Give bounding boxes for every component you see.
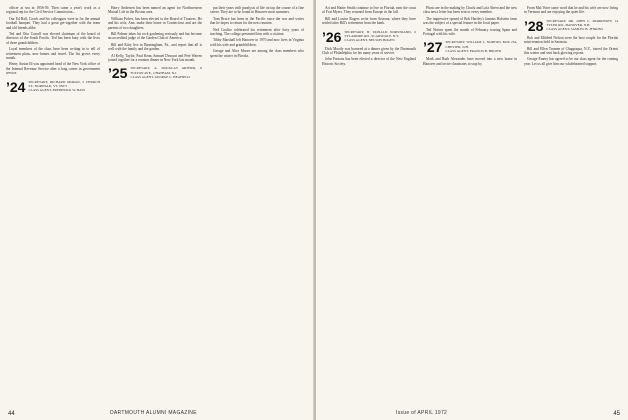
paragraph: Bill and Kitty live in Birmingham, Pa., and report that all is well with the family and the garden.: [108, 42, 202, 52]
paragraph: Bill and Louise Rogers write from Arizona, where they have settled after Bill's retirement from the bank.: [322, 16, 416, 26]
left-column-1: [6, 6, 100, 398]
secretary-info: SECRETARY, DR. JOHN C. MORRISSEY, 14 TYLER RD., HANOVER, N.H.: [546, 18, 618, 28]
paragraph: Dick Moody was honored at a dinner given by the Dartmouth Club of Philadelphia for his many years of service.: [322, 46, 416, 56]
class-agent: CLASS AGENT, GEORGE C. HEAFIELD: [130, 74, 190, 79]
class-agent: CLASS AGENT, SAMUEL B. JENKINS: [546, 27, 603, 32]
class-section-header: [322, 30, 416, 44]
paragraph: Henry Austin Ill was appointed head of the New York office of the Internal Revenue Service after a long career in government service.: [6, 62, 100, 76]
paragraph: William Pulver, has been elected to the Board of Trustees. He and his wife, Ann, make their home in Connecticut and are the parents of two daughters.: [108, 16, 202, 30]
class-section-header: [524, 19, 618, 33]
class-year: ’26: [322, 28, 342, 45]
class-year: ’27: [423, 39, 443, 56]
paragraph: Bill Palmer takes his rock gardening seriously and has become an accredited judge of the Garden Club of America.: [108, 32, 202, 41]
paragraph: Mark and Ruth Alexander have moved into a new home in Hanover and invite classmates to stop by.: [423, 57, 517, 66]
paragraph: Art and Hattie Smith continue to live in Florida, near the coast of Fort Myers. They returned from Europe in the fall.: [322, 6, 416, 15]
left-column-3: [210, 6, 304, 398]
paragraph: Al Kelly, Taylor, Paul Kean, Samuel Dawson and Pete Warren joined together for a reunion dinner in New York last month.: [108, 53, 202, 63]
paragraph: Ted Norton spent the month of February touring Spain and Portugal with his wife.: [423, 27, 517, 37]
secretary-info: SECRETARY, RICHARD MORAN, 5 CHURCH ST., NORWALK, VT. 05071: [28, 79, 100, 88]
paragraph: Photo are in the making by Chuck and Lola Ahern and the new class news letter has been sent to every member.: [423, 6, 517, 15]
paragraph: Harry Andersen has been named an agent for Northwestern Mutual Life in the Boston area.: [108, 6, 202, 15]
paragraph: put their years with paralysis of life on top the course of a fine career. They are to be found in Hanover most summers.: [210, 6, 304, 15]
paragraph: Tom Bruce has been in the Pacific since the war and writes that he hopes to return for the next reunion.: [210, 16, 304, 26]
secretary-info: SECRETARY, H. DONALD NORSTRAND, 6 SYCAMORE RD., SCARSDALE, N.Y.: [344, 29, 416, 38]
paragraph: George and Alice Moore are among the class members who spent the winter in Florida.: [210, 49, 304, 58]
paragraph: From Mal Voter came word that he and his wife are now living in Vermont and are enjoying the quiet life.: [524, 6, 618, 15]
paragraph: Ted and Otto Carroll was elected chairman of the board of directors of the South Pacific. Ted has been busy with the lives of three grandchildren.: [6, 32, 100, 45]
page-number: 44: [8, 411, 15, 417]
paragraph: George Emery has agreed to be our class agent for the coming year. Let us all give him our wholehearted support.: [524, 57, 618, 66]
right-column-2: [423, 6, 517, 398]
class-section-header: [108, 66, 202, 80]
page-footer: DARTMOUTH ALUMNI MAGAZINE: [110, 410, 197, 416]
paragraph: officer at sea in 1956-59. Then came a year's work as a regional rep for the Civil Service Commission...: [6, 6, 100, 15]
right-page: [316, 0, 628, 420]
class-year: ’25: [108, 65, 128, 82]
secretary-info: SECRETARY, WILLIAM L. NORTON, BOX 254, CHESTER, N.H.: [445, 40, 517, 49]
paragraph: The impressive spread of Bob Hartley's famous Holstein farm was the subject of a special feature in the local paper.: [423, 16, 517, 26]
left-column-2: [108, 6, 202, 398]
paragraph: Our Ed Ball, Coach and his colleagues were in for the annual football banquet. They had a great get-together with the team and old friends alike.: [6, 16, 100, 30]
class-year: ’24: [6, 78, 26, 95]
paragraph: Bill and Ellen Trumen of Chappaqua, N.Y., toured the Orient this winter and sent back glowing reports.: [524, 46, 618, 56]
right-column-3: [524, 6, 618, 398]
paragraph: Bob and Mildred Nelson were the host couple for the Florida mini-reunion held in Sarasota.: [524, 35, 618, 45]
class-section-header: [423, 40, 517, 54]
class-section-header: [6, 80, 100, 94]
secretary-info: SECRETARY, A. DOUGLAS ARTHUR, 8 FULTON AVE., CHATHAM, N.J.: [130, 66, 202, 75]
class-agent: CLASS AGENT, FREDERICK W. BASS: [28, 88, 86, 93]
class-year: ’28: [524, 17, 544, 34]
right-column-1: [322, 6, 416, 398]
paragraph: Ned Coulter celebrated his retirement after forty years of teaching. The college presented him with a citation.: [210, 27, 304, 37]
page-footer: Issue of APRIL 1972: [396, 410, 448, 416]
page-number: 45: [613, 411, 620, 417]
paragraph: John Parsons has been elected a director of the New England Historic Society.: [322, 57, 416, 66]
paragraph: Tibby Marshall left Hanover in 1970 and now lives in Virginia with his wife and grandchildren.: [210, 38, 304, 47]
class-agent: CLASS AGENT, NELSON BOGEN: [344, 38, 395, 43]
paragraph: Loyal members of the class have been writing in to tell of retirement plans, new homes and travel. The list grows every month.: [6, 47, 100, 61]
class-agent: CLASS AGENT, FRANCIS B. BROWN: [445, 48, 502, 53]
